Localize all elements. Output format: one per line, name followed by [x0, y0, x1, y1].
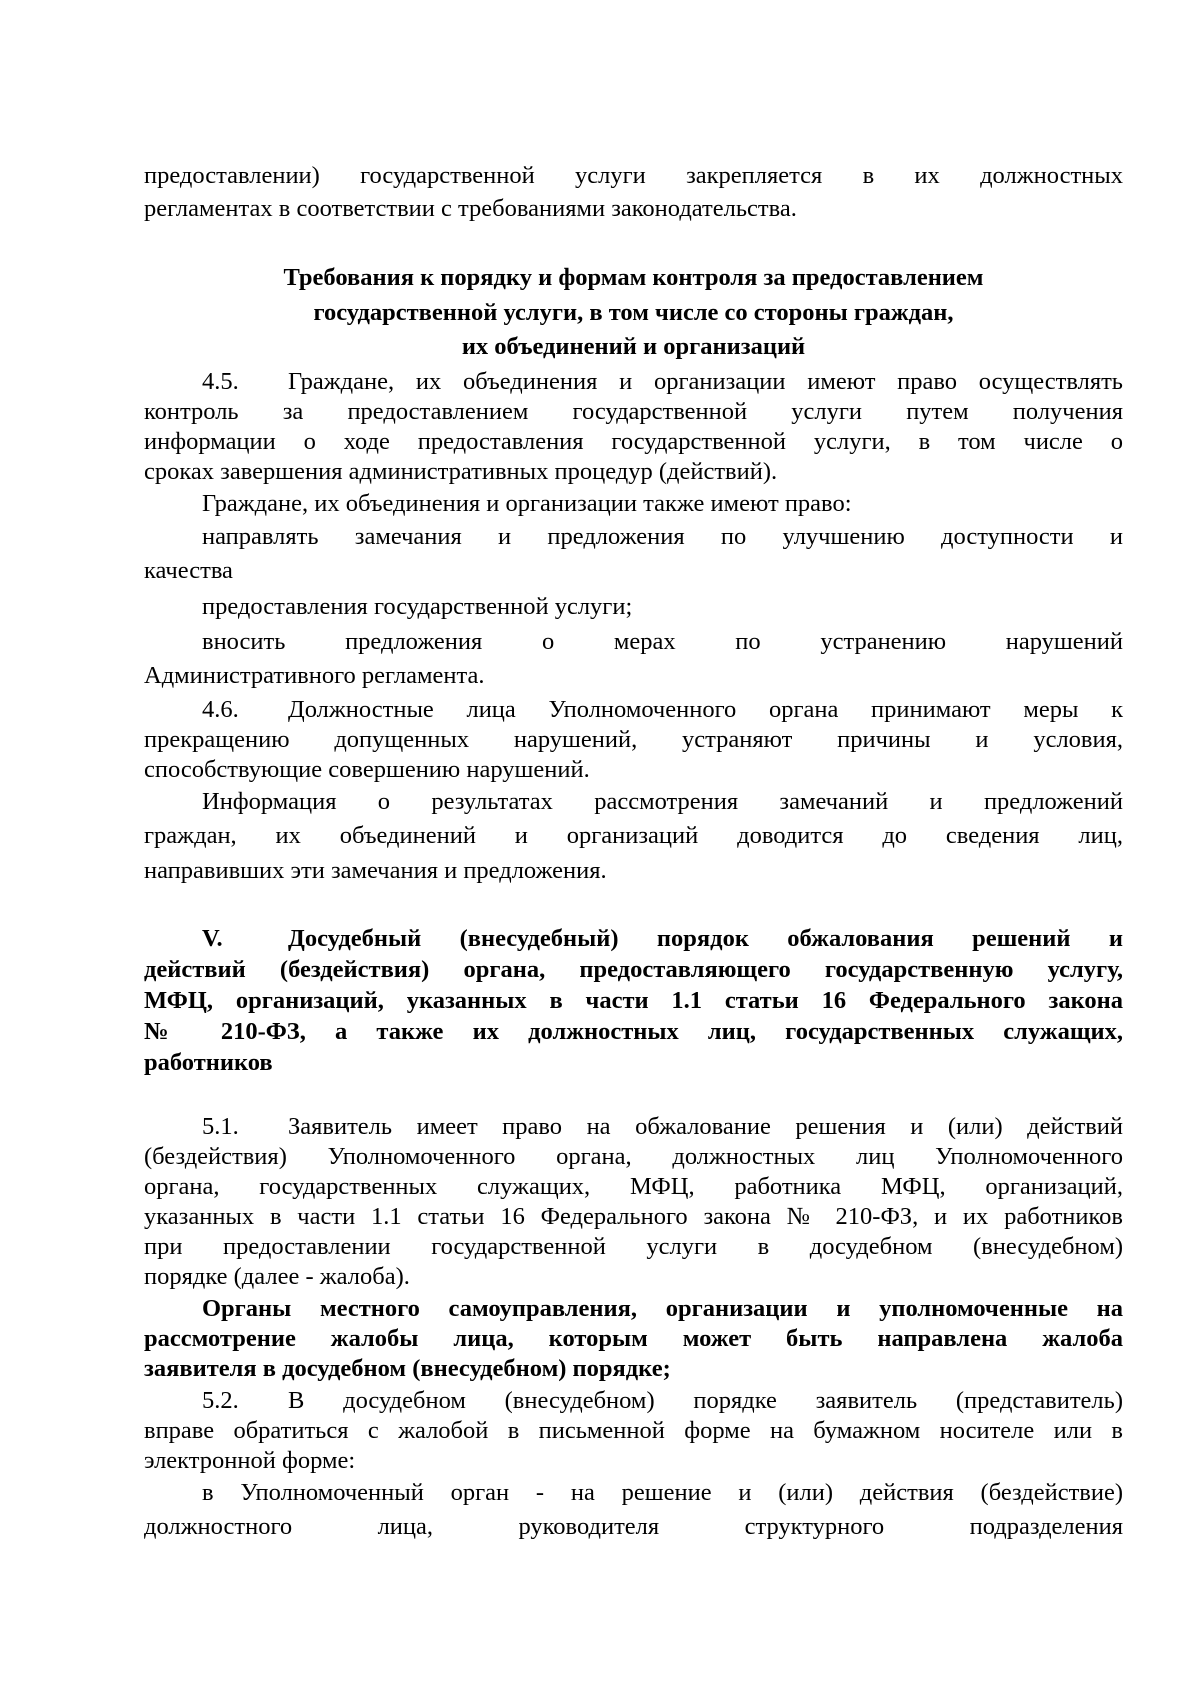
- paragraph-line: прекращению допущенных нарушений, устраняют причины и условия,: [144, 726, 1123, 753]
- paragraph-line: (бездействия) Уполномоченного органа, должностных лиц Уполномоченного: [144, 1143, 1123, 1170]
- right-item-line: качества: [144, 557, 233, 584]
- paragraph-line: способствующие совершению нарушений.: [144, 756, 590, 783]
- paragraph-line: контроль за предоставлением государственной услуги путем получения: [144, 398, 1123, 425]
- right-item-line: Административного регламента.: [144, 662, 485, 689]
- info-line: Информация о результатах рассмотрения замечаний и предложений: [202, 788, 1123, 815]
- right-item-line: вносить предложения о мерах по устранению нарушений: [202, 628, 1123, 655]
- bodies-heading-line: рассмотрение жалобы лица, которым может быть направлена жалоба: [144, 1325, 1123, 1352]
- continued-text-line: предоставлении) государственной услуги закрепляется в их должностных: [144, 162, 1123, 189]
- bodies-heading-line: заявителя в досудебном (внесудебном) порядке;: [144, 1355, 671, 1382]
- section-heading-line: их объединений и организаций: [461, 333, 806, 360]
- paragraph-4-5-first-line: [202, 366, 1123, 398]
- authority-line: в Уполномоченный орган - на решение и (или) действия (бездействие): [202, 1479, 1123, 1506]
- paragraph-number: 4.5.: [202, 368, 239, 395]
- paragraph-line: при предоставлении государственной услуги в досудебном (внесудебном): [144, 1233, 1123, 1260]
- rights-intro: Граждане, их объединения и организации также имеют право:: [202, 490, 852, 517]
- continued-text-line: регламентах в соответствии с требованиями законодательства.: [144, 195, 797, 222]
- paragraph-text: Граждане, их объединения и организации имеют право осуществлять: [288, 368, 1123, 395]
- paragraph-line: электронной форме:: [144, 1447, 356, 1474]
- paragraph-line: сроках завершения административных процедур (действий).: [144, 458, 778, 485]
- paragraph-text: В досудебном (внесудебном) порядке заявитель (представитель): [288, 1387, 1123, 1414]
- section-v-heading-first-line: [202, 923, 1123, 955]
- section-v-heading-line: № 210-ФЗ, а также их должностных лиц, государственных служащих,: [144, 1018, 1123, 1045]
- section-heading-line: Требования к порядку и формам контроля за предоставлением: [283, 264, 984, 291]
- section-heading-line: государственной услуги, в том числе со стороны граждан,: [313, 299, 954, 326]
- authority-line: должностного лица, руководителя структурного подразделения: [144, 1513, 1123, 1540]
- paragraph-5-1-first-line: [202, 1111, 1123, 1143]
- section-v-heading-line: МФЦ, организаций, указанных в части 1.1 статьи 16 Федерального закона: [144, 987, 1123, 1014]
- section-v-heading-line: действий (бездействия) органа, предоставляющего государственную услугу,: [144, 956, 1123, 983]
- info-line: направивших эти замечания и предложения.: [144, 857, 607, 884]
- paragraph-4-6-first-line: [202, 694, 1123, 726]
- paragraph-line: указанных в части 1.1 статьи 16 Федерального закона № 210-ФЗ, и их работников: [144, 1203, 1123, 1230]
- right-item-continuation: предоставления государственной услуги;: [202, 593, 633, 620]
- section-v-number: V.: [202, 925, 223, 952]
- right-item-line: направлять замечания и предложения по улучшению доступности и: [202, 523, 1123, 550]
- paragraph-number: 4.6.: [202, 696, 239, 723]
- section-v-heading-text: Досудебный (внесудебный) порядок обжалования решений и: [288, 925, 1123, 952]
- bodies-heading-line: Органы местного самоуправления, организации и уполномоченные на: [202, 1295, 1123, 1322]
- paragraph-line: вправе обратиться с жалобой в письменной форме на бумажном носителе или в: [144, 1417, 1123, 1444]
- paragraph-line: порядке (далее - жалоба).: [144, 1263, 410, 1290]
- paragraph-number: 5.1.: [202, 1113, 239, 1140]
- paragraph-line: органа, государственных служащих, МФЦ, работника МФЦ, организаций,: [144, 1173, 1123, 1200]
- paragraph-text: Заявитель имеет право на обжалование решения и (или) действий: [288, 1113, 1123, 1140]
- info-line: граждан, их объединений и организаций доводится до сведения лиц,: [144, 822, 1123, 849]
- paragraph-text: Должностные лица Уполномоченного органа принимают меры к: [288, 696, 1123, 723]
- paragraph-5-2-first-line: [202, 1385, 1123, 1417]
- section-v-heading-line: работников: [144, 1049, 273, 1076]
- paragraph-number: 5.2.: [202, 1387, 239, 1414]
- paragraph-line: информации о ходе предоставления государственной услуги, в том числе о: [144, 428, 1123, 455]
